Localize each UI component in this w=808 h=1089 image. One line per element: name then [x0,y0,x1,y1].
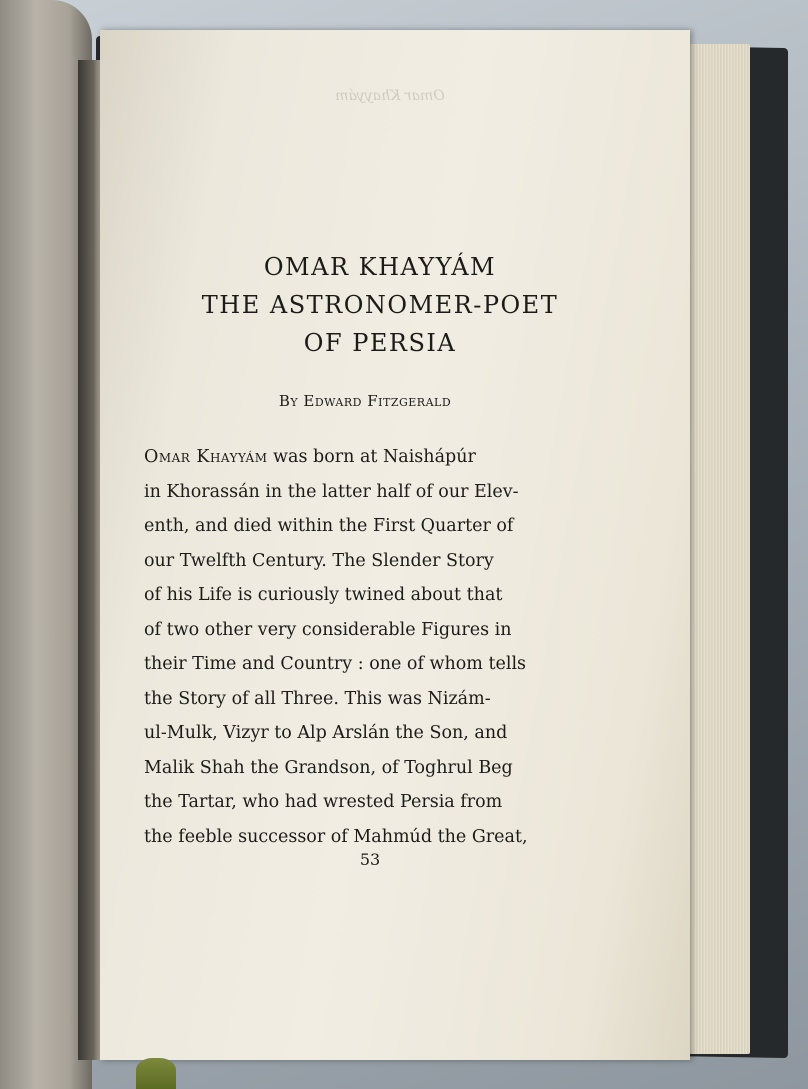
lead-name: Omar Khayyám [144,447,268,467]
body-line: our Twelfth Century. The Slender Story [144,550,494,571]
byline: By Edward Fitzgerald [278,392,452,410]
title-line-3: OF PERSIA [303,329,457,357]
body-line: the Story of all Three. This was Nizám- [144,688,491,709]
title-line-2: THE ASTRONOMER-POET [201,291,559,319]
body-line: enth, and died within the First Quarter of [144,516,514,536]
bookmark-ribbon [136,1058,176,1089]
body-line: of two other very considerable Figures in [144,619,512,640]
title [130,248,630,362]
body-text [144,440,614,854]
body-line: their Time and Country : one of whom tells [144,654,527,674]
body-line [144,440,614,475]
body-line: ul-Mulk, Vizyr to Alp Arslán the Son, and [144,723,508,743]
page-number: 53 [359,850,381,869]
body-line: Malik Shah the Grandson, of Toghrul Beg [144,757,513,778]
body-line: of his Life is curiously twined about that [144,585,503,605]
body-line-text: was born at Naishápúr [267,447,476,467]
running-head-showthrough: Omar Khayyám [335,88,445,104]
body-line: the feeble successor of Mahmúd the Great, [144,826,528,847]
title-line-1: OMAR KHAYYÁM [263,253,497,281]
body-line: the Tartar, who had wrested Persia from [144,792,503,812]
body-line: in Khorassán in the latter half of our Elev- [144,481,519,502]
